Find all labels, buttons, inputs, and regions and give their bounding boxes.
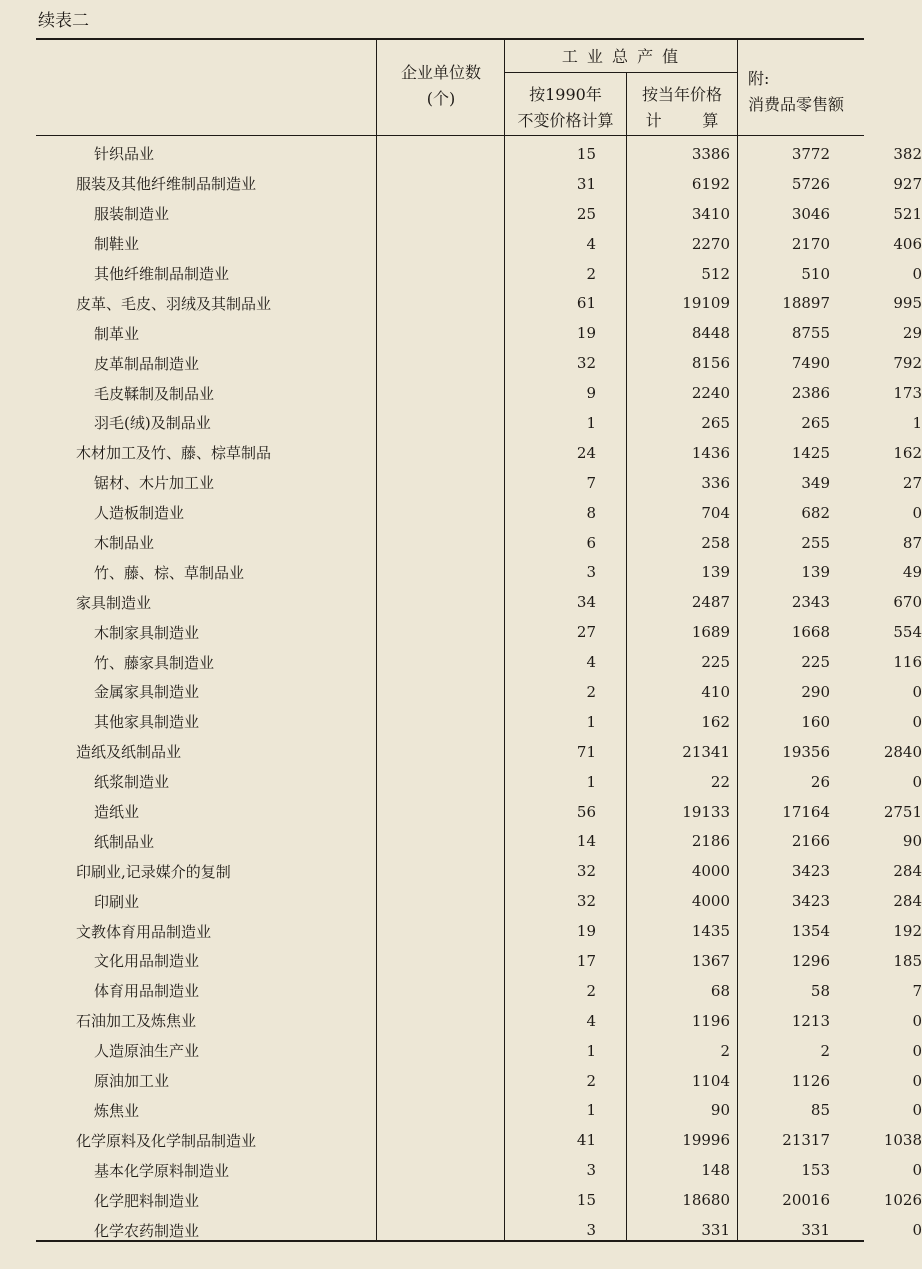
retail-sales: 284: [893, 862, 922, 881]
output-constant-price: 1435: [691, 922, 730, 941]
retail-sales: 0: [912, 264, 922, 283]
industry-name: 毛皮鞣制及制品业: [94, 384, 215, 403]
retail-sales: 995: [893, 294, 922, 313]
industry-name: 纸制品业: [94, 832, 155, 851]
retail-sales: 0: [912, 1071, 922, 1090]
output-current-price: 153: [801, 1161, 830, 1180]
table-row: [36, 797, 922, 827]
header-output-group: 工 业 总 产 值: [561, 47, 681, 66]
output-constant-price: 512: [701, 264, 730, 283]
table-row: [36, 528, 922, 558]
industry-name: 原油加工业: [94, 1072, 170, 1091]
output-constant-price: 8448: [691, 324, 730, 343]
enterprises-count: 15: [576, 144, 596, 163]
enterprises-count: 4: [586, 653, 596, 672]
output-constant-price: 90: [710, 1101, 730, 1120]
output-constant-price: 148: [701, 1161, 730, 1180]
enterprises-count: 7: [586, 473, 596, 492]
retail-sales: 0: [912, 503, 922, 522]
retail-sales: 27: [902, 473, 922, 492]
industry-name: 造纸业: [94, 803, 140, 822]
retail-sales: 2840: [883, 742, 922, 761]
table-row: [36, 1036, 922, 1066]
output-constant-price: 3386: [691, 144, 730, 163]
enterprises-count: 32: [576, 354, 596, 373]
table-row: [36, 468, 922, 498]
enterprises-count: 9: [586, 384, 596, 403]
retail-sales: 0: [912, 682, 922, 701]
industry-name: 文教体育用品制造业: [76, 922, 212, 941]
retail-sales: 521: [893, 204, 922, 223]
industry-name: 化学原料及化学制品制造业: [76, 1131, 257, 1150]
output-current-price: 160: [801, 712, 830, 731]
enterprises-count: 27: [576, 623, 596, 642]
industry-name: 化学农药制造业: [94, 1221, 200, 1240]
output-constant-price: 704: [701, 503, 730, 522]
retail-sales: 162: [893, 443, 922, 462]
header-constant-price: [505, 82, 626, 134]
industry-name: 木制家具制造业: [94, 623, 200, 642]
table-row: [36, 139, 922, 169]
enterprises-count: 1: [586, 413, 596, 432]
output-constant-price: 19109: [682, 294, 730, 313]
enterprises-count: 15: [576, 1191, 596, 1210]
table-row: [36, 707, 922, 737]
industry-name: 木制品业: [94, 534, 155, 553]
retail-sales: 1: [912, 413, 922, 432]
output-constant-price: 225: [701, 653, 730, 672]
output-current-price: 3772: [791, 144, 830, 163]
output-current-price: 255: [801, 533, 830, 552]
industry-name: 炼焦业: [94, 1101, 140, 1120]
header-constant-price-line1: 按1990年: [529, 85, 602, 104]
enterprises-count: 3: [586, 563, 596, 582]
retail-sales: 0: [912, 1161, 922, 1180]
industry-name: 纸浆制造业: [94, 773, 170, 792]
output-constant-price: 2: [720, 1041, 730, 1060]
output-current-price: 2170: [791, 234, 830, 253]
output-current-price: 3423: [791, 892, 830, 911]
retail-sales: 0: [912, 1101, 922, 1120]
industry-name: 人造板制造业: [94, 504, 185, 523]
enterprises-count: 4: [586, 1011, 596, 1030]
retail-sales: 670: [893, 593, 922, 612]
retail-sales: 116: [893, 653, 922, 672]
output-constant-price: 4000: [691, 862, 730, 881]
data-table: [36, 139, 922, 1245]
industry-name: 制革业: [94, 324, 140, 343]
retail-sales: 406: [893, 234, 922, 253]
enterprises-count: 41: [576, 1131, 596, 1150]
retail-sales: 382: [893, 144, 922, 163]
output-constant-price: 1196: [691, 1011, 730, 1030]
enterprises-count: 25: [576, 204, 596, 223]
industry-name: 基本化学原料制造业: [94, 1161, 230, 1180]
table-row: [36, 229, 922, 259]
output-constant-price: 21341: [682, 742, 730, 761]
output-current-price: 2: [820, 1041, 830, 1060]
output-current-price: 1425: [791, 443, 830, 462]
enterprises-count: 2: [586, 682, 596, 701]
enterprises-count: 14: [576, 832, 596, 851]
industry-name: 人造原油生产业: [94, 1042, 200, 1061]
header-retail-label: 消费品零售额: [748, 95, 845, 114]
header-retail: [738, 66, 864, 118]
table-row: [36, 677, 922, 707]
retail-sales: 87: [902, 533, 922, 552]
output-constant-price: 19133: [682, 802, 730, 821]
industry-name: 竹、藤家具制造业: [94, 653, 215, 672]
enterprises-count: 1: [586, 1101, 596, 1120]
enterprises-count: 2: [586, 1071, 596, 1090]
header-current-price-line2: 计 算: [645, 111, 719, 130]
output-current-price: 1213: [791, 1011, 830, 1030]
enterprises-count: 3: [586, 1221, 596, 1239]
retail-sales: 0: [912, 1221, 922, 1239]
enterprises-count: 34: [576, 593, 596, 612]
header-constant-price-line2: 不变价格计算: [517, 111, 614, 130]
industry-name: 印刷业: [94, 892, 140, 911]
output-constant-price: 8156: [691, 354, 730, 373]
top-rule: [36, 38, 864, 40]
output-current-price: 225: [801, 653, 830, 672]
industry-name: 化学肥料制造业: [94, 1191, 200, 1210]
output-current-price: 26: [810, 772, 830, 791]
enterprises-count: 1: [586, 1041, 596, 1060]
output-constant-price: 265: [701, 413, 730, 432]
table-row: [36, 946, 922, 976]
output-constant-price: 18680: [682, 1191, 730, 1210]
output-current-price: 1354: [791, 922, 830, 941]
enterprises-count: 71: [576, 742, 596, 761]
output-constant-price: 4000: [691, 892, 730, 911]
industry-name: 体育用品制造业: [94, 982, 200, 1001]
retail-sales: 90: [902, 832, 922, 851]
output-constant-price: 19996: [682, 1131, 730, 1150]
retail-sales: 192: [893, 922, 922, 941]
table-row: [36, 438, 922, 468]
table-row: [36, 498, 922, 528]
output-current-price: 3423: [791, 862, 830, 881]
enterprises-count: 1: [586, 772, 596, 791]
output-constant-price: 331: [701, 1221, 730, 1239]
table-row: [36, 856, 922, 886]
output-current-price: 58: [810, 981, 830, 1000]
output-constant-price: 1104: [691, 1071, 730, 1090]
industry-name: 皮革、毛皮、羽绒及其制品业: [76, 294, 272, 313]
output-current-price: 18897: [782, 294, 830, 313]
enterprises-count: 31: [576, 174, 596, 193]
enterprises-count: 2: [586, 264, 596, 283]
table-row: [36, 557, 922, 587]
industry-name: 其他纤维制品制造业: [94, 265, 230, 283]
output-current-price: 1296: [791, 951, 830, 970]
output-constant-price: 1436: [691, 443, 730, 462]
enterprises-count: 8: [586, 503, 596, 522]
output-current-price: 2166: [791, 832, 830, 851]
table-row: [36, 767, 922, 797]
output-current-price: 85: [810, 1101, 830, 1120]
output-current-price: 331: [801, 1221, 830, 1239]
table-row: [36, 886, 922, 916]
table-row: [36, 617, 922, 647]
industry-name: 文化用品制造业: [94, 952, 200, 971]
retail-sales: 1038: [883, 1131, 922, 1150]
output-current-price: 7490: [791, 354, 830, 373]
output-constant-price: 2186: [691, 832, 730, 851]
table-body: [36, 139, 922, 1245]
enterprises-count: 2: [586, 981, 596, 1000]
retail-sales: 7: [912, 981, 922, 1000]
output-current-price: 20016: [782, 1191, 830, 1210]
retail-sales: 185: [893, 951, 922, 970]
output-current-price: 2386: [791, 384, 830, 403]
output-current-price: 3046: [791, 204, 830, 223]
output-constant-price: 1367: [691, 951, 730, 970]
retail-sales: 927: [893, 174, 922, 193]
retail-sales: 0: [912, 712, 922, 731]
output-current-price: 19356: [782, 742, 830, 761]
output-current-price: 1668: [791, 623, 830, 642]
header-bottom-rule: [36, 135, 864, 136]
output-constant-price: 258: [701, 533, 730, 552]
industry-name: 家具制造业: [76, 593, 152, 612]
table-row: [36, 288, 922, 318]
table-row: [36, 348, 922, 378]
industry-name: 金属家具制造业: [94, 683, 200, 702]
retail-sales: 1026: [883, 1191, 922, 1210]
table-row: [36, 1215, 922, 1245]
enterprises-count: 6: [586, 533, 596, 552]
output-current-price: 139: [801, 563, 830, 582]
retail-sales: 2751: [883, 802, 922, 821]
retail-sales: 284: [893, 892, 922, 911]
header-enterprises-unit: (个): [426, 89, 456, 108]
table-row: [36, 169, 922, 199]
retail-sales: 0: [912, 1011, 922, 1030]
industry-name: 制鞋业: [94, 235, 140, 254]
enterprises-count: 56: [576, 802, 596, 821]
table-row: [36, 378, 922, 408]
industry-name: 竹、藤、棕、草制品业: [94, 563, 245, 582]
table-row: [36, 826, 922, 856]
table-row: [36, 318, 922, 348]
industry-name: 针织品业: [94, 145, 155, 164]
bleed-through-area: [36, 40, 381, 135]
output-current-price: 5726: [791, 174, 830, 193]
output-constant-price: 139: [701, 563, 730, 582]
page-label: 续表二: [38, 11, 89, 31]
industry-name: 造纸及纸制品业: [76, 743, 182, 762]
output-current-price: 8755: [791, 324, 830, 343]
table-row: [36, 1155, 922, 1185]
enterprises-count: 1: [586, 712, 596, 731]
table-row: [36, 1066, 922, 1096]
output-current-price: 2343: [791, 593, 830, 612]
enterprises-count: 3: [586, 1161, 596, 1180]
table-row: [36, 1006, 922, 1036]
output-constant-price: 2487: [691, 593, 730, 612]
enterprises-count: 32: [576, 862, 596, 881]
table-row: [36, 737, 922, 767]
output-constant-price: 336: [701, 473, 730, 492]
industry-name: 服装制造业: [94, 205, 170, 224]
enterprises-count: 19: [576, 922, 596, 941]
industry-name: 木材加工及竹、藤、棕草制品: [76, 444, 272, 463]
table-row: [36, 976, 922, 1006]
output-current-price: 21317: [782, 1131, 830, 1150]
table-row: [36, 1185, 922, 1215]
header-current-price: [627, 82, 737, 134]
industry-name: 印刷业,记录媒介的复制: [76, 862, 231, 881]
output-constant-price: 6192: [691, 174, 730, 193]
output-current-price: 17164: [782, 802, 830, 821]
header-enterprises: [378, 60, 504, 112]
output-current-price: 682: [801, 503, 830, 522]
industry-name: 其他家具制造业: [94, 713, 200, 732]
header-enterprises-label: 企业单位数: [400, 63, 481, 82]
retail-sales: 0: [912, 772, 922, 791]
header-current-price-line1: 按当年价格: [641, 85, 722, 104]
output-group-rule: [504, 72, 737, 73]
table-row: [36, 916, 922, 946]
retail-sales: 0: [912, 1041, 922, 1060]
retail-sales: 49: [902, 563, 922, 582]
industry-name: 羽毛(绒)及制品业: [94, 414, 211, 433]
retail-sales: 173: [893, 384, 922, 403]
table-row: [36, 259, 922, 289]
output-constant-price: 22: [710, 772, 730, 791]
industry-name: 石油加工及炼焦业: [76, 1012, 197, 1031]
enterprises-count: 19: [576, 324, 596, 343]
retail-sales: 792: [893, 354, 922, 373]
output-current-price: 349: [801, 473, 830, 492]
output-constant-price: 3410: [691, 204, 730, 223]
table-row: [36, 1125, 922, 1155]
output-current-price: 510: [801, 264, 830, 283]
enterprises-count: 61: [576, 294, 596, 313]
table-row: [36, 199, 922, 229]
output-constant-price: 2270: [691, 234, 730, 253]
output-constant-price: 2240: [691, 384, 730, 403]
output-current-price: 1126: [791, 1071, 830, 1090]
industry-name: 服装及其他纤维制品制造业: [76, 175, 257, 194]
output-current-price: 265: [801, 413, 830, 432]
enterprises-count: 32: [576, 892, 596, 911]
output-current-price: 290: [801, 682, 830, 701]
industry-name: 皮革制品制造业: [94, 354, 200, 373]
table-row: [36, 408, 922, 438]
table-row: [36, 1096, 922, 1126]
output-constant-price: 410: [701, 682, 730, 701]
output-constant-price: 68: [710, 981, 730, 1000]
industry-name: 锯材、木片加工业: [94, 474, 215, 493]
table-row: [36, 587, 922, 617]
retail-sales: 554: [893, 623, 922, 642]
enterprises-count: 4: [586, 234, 596, 253]
retail-sales: 29: [902, 324, 922, 343]
output-constant-price: 162: [701, 712, 730, 731]
header-appendix: 附:: [748, 69, 770, 88]
output-constant-price: 1689: [691, 623, 730, 642]
table-row: [36, 647, 922, 677]
enterprises-count: 24: [576, 443, 596, 462]
enterprises-count: 17: [576, 951, 596, 970]
